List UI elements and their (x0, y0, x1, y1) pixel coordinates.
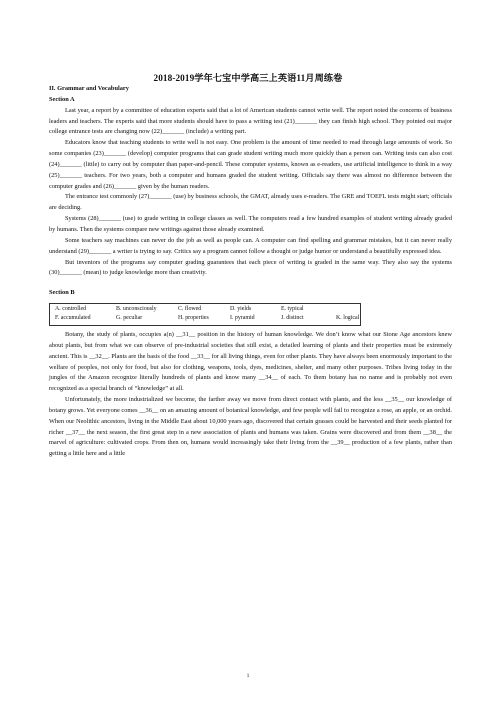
word-option: F. accumulated (55, 315, 91, 322)
word-option: D. yields (230, 306, 252, 313)
word-option: E. typical (281, 306, 304, 313)
page-number: 1 (246, 673, 250, 679)
word-option: G. peculiar (116, 315, 143, 322)
document-body (49, 84, 452, 460)
word-option: B. unconsciously (116, 306, 157, 313)
part-heading: II. Grammar and Vocabulary (49, 85, 129, 92)
word-option: H. properties (178, 315, 209, 322)
paragraph: Systems (28)_______ (use) to grade writing in college classes as well. The computers read a few hundred examples of student writing already graded by humans. Then the systems compare new writings against those already examined. (49, 215, 452, 233)
paragraph: Last year, a report by a committee of education experts said that a lot of American students cannot write well. The report noted the concerns of business leaders and teachers. The experts said that more students should have to pass a writing test (21)_______ they can finish high school. They pointed out major college entrance tests are changing now (22)_______ (include) a writing part. (49, 106, 452, 136)
word-bank-box (49, 303, 361, 326)
word-option: I. pyramid (230, 315, 255, 322)
section-b-heading: Section B (49, 289, 75, 297)
word-option: K. logical (336, 315, 360, 322)
paragraph: The entrance test commonly (27)_______ (use) by business schools, the GMAT, already uses e-readers. The GRE and TOEFL tests might start; officials are deciding. (49, 193, 452, 212)
paragraph: Botany, the study of plants, occupies a(n) __31__ position in the history of human knowledge. We don’t know what our Stone Age ancestors knew about plants, but from what we can observe of pre-industrial societies that still exist, a detailed learning of plants and their properties must be extremely ancient. This is __32__. Plants are the basis of the food __33__ for all living things, even for other plants. They have always been enormously important to the welfare of peoples, not only for food, but also for clothing, weapons, tools, dyes, medicines, shelter, and many other purposes. Tribes living today in the jungles of the Amazon recognize literally hundreds of plants and know many __34__ of each. To them botany has no name and is probably not even recognized as a special branch of “knowledge” at all. (49, 331, 452, 393)
word-option: A. controlled (55, 306, 87, 313)
section-a-heading: Section A (49, 95, 75, 103)
word-option: J. distinct (281, 315, 304, 322)
word-bank-row (55, 314, 360, 323)
word-bank-row (55, 305, 360, 314)
paragraph: Unfortunately, the more industrialized we become, the farther away we move from direct contact with plants, and the less __35__ our knowledge of botany grows. Yet everyone comes __36__ on an amazing amount of botanical knowledge, and few people will fail to recognize a rose, an apple, or an orchid. When our Neolithic ancestors, living in the Middle East about 10,000 years ago, discovered that certain grasses could be harvested and their seeds planted for richer __37__ the next season, the first great step in a new association of plants and humans was taken. Grains were discovered and from them __38__ the marvel of agriculture: cultivated crops. From then on, humans would increasingly take their living from the __39__ production of a few plants, rather than getting a little here and a little (49, 396, 452, 458)
word-option: C. flowed (178, 306, 202, 313)
page-title: 2018-2019学年七宝中学高三上英语11月周练卷 (153, 73, 343, 83)
paragraph: Some teachers say machines can never do the job as well as people can. A computer can find spelling and grammar mistakes, but it can never really understand (29)_______ a writer is trying to say. Critics say a program cannot follow a thought or judge humor or understand a beautifully expressed idea. (49, 236, 452, 255)
paragraph: Educators know that teaching students to write well is not easy. One problem is the amount of time needed to read through large amounts of work. So some companies (23)_______ (develop) computer programs that can grade student writing much more quickly than a person can. Writing tests can also cost (24)_______ (little) to carry out by computer than paper-and-pencil. These computer systems, known as e-readers, use artificial intelligence to think in a way (25)_______ teachers. For two years, both a computer and humans graded the student writing. Officials say there was almost no difference between the computer grades and (26)_______ given by the human readers. (49, 139, 452, 190)
paragraph: But inventors of the programs say computer grading guarantees that each piece of writing is graded in the same way. They also say the systems (30)_______ (mean) to judge knowledge more than creativity. (49, 258, 452, 277)
